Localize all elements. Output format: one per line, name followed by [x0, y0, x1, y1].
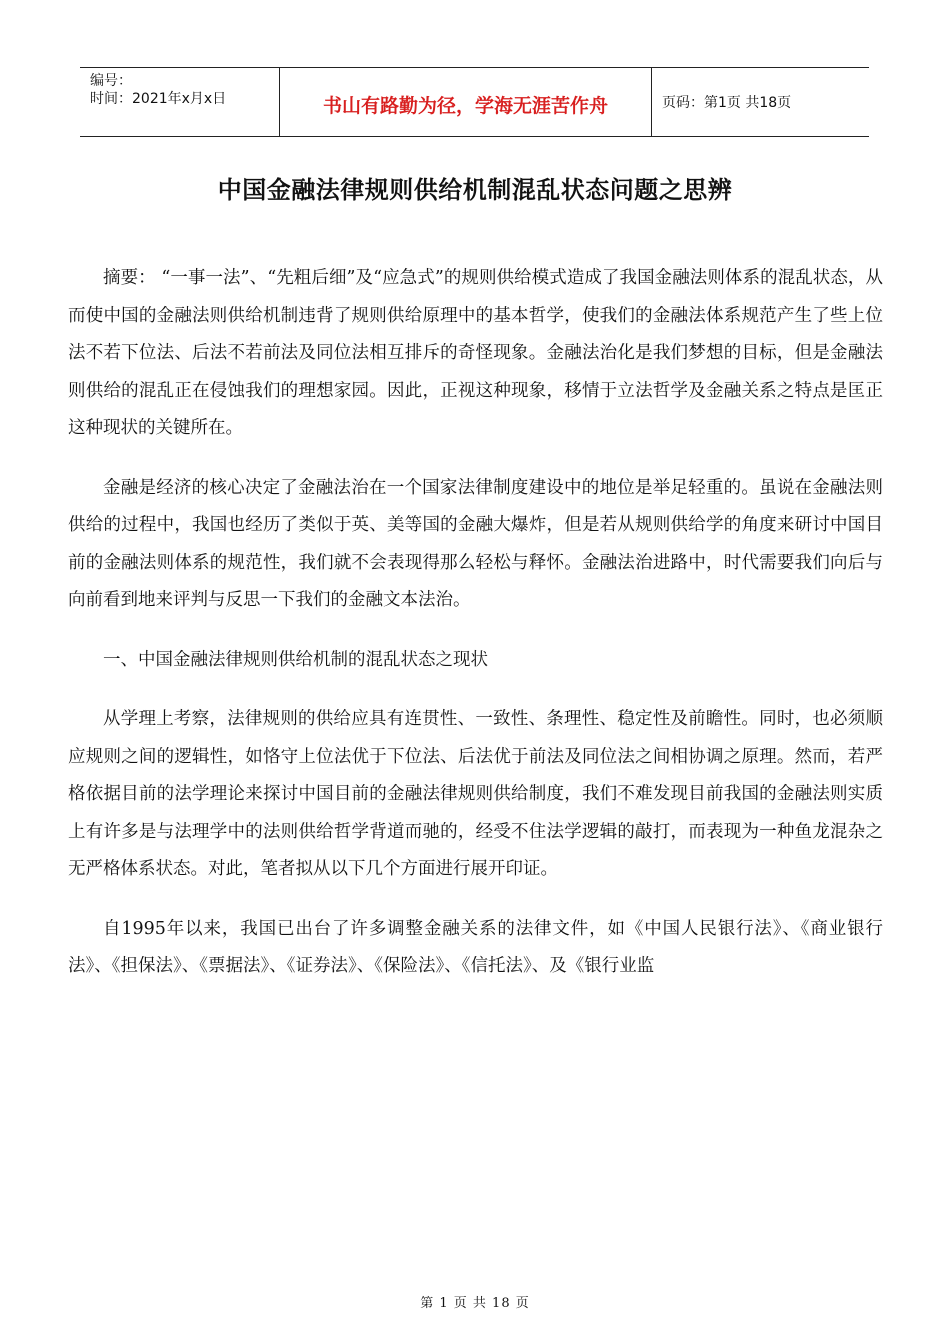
page-header [80, 67, 869, 137]
abstract-paragraph: 摘要： “一事一法”、“先粗后细”及“应急式”的规则供给模式造成了我国金融法则体系的混乱状态，从而使中国的金融法则供给机制违背了规则供给原理中的基本哲学，使我们的金融法体系规范产生了些上位法不若下位法、后法不若前法及同位法相互排斥的奇怪现象。金融法治化是我们梦想的目标，但是金融法则供给的混乱正在侵蚀我们的理想家园。因此，正视这种现象，移情于立法哲学及金融关系之特点是匡正这种现状的关键所在。 [68, 268, 883, 438]
header-page-info: 页码：第1页 共18页 [662, 95, 792, 111]
header-meta [80, 68, 280, 136]
document-title: 中国金融法律规则供给机制混乱状态问题之思辨 [217, 176, 733, 204]
document-body [68, 260, 883, 1008]
document-number-label: 编号： [90, 73, 132, 89]
page-footer: 第 1 页 共 18 页 [420, 1296, 530, 1311]
body-paragraph: 从学理上考察，法律规则的供给应具有连贯性、一致性、条理性、稳定性及前瞻性。同时，也必须顺应规则之间的逻辑性，如恪守上位法优于下位法、后法优于前法及同位法之间相协调之原理。然而，若严格依据目前的法学理论来探讨中国目前的金融法律规则供给制度，我们不难发现目前我国的金融法则实质上有许多是与法理学中的法则供给哲学背道而驰的，经受不住法学逻辑的敲打，而表现为一种鱼龙混杂之无严格体系状态。对此，笔者拟从以下几个方面进行展开印证。 [68, 709, 883, 879]
document-date: 时间：2021年x月x日 [90, 91, 227, 107]
body-paragraph: 金融是经济的核心决定了金融法治在一个国家法律制度建设中的地位是举足轻重的。虽说在金融法则供给的过程中，我国也经历了类似于英、美等国的金融大爆炸，但是若从规则供给学的角度来研讨中国目前的金融法则体系的规范性，我们就不会表现得那么轻松与释怀。金融法治进路中，时代需要我们向后与向前看到地来评判与反思一下我们的金融文本法治。 [68, 477, 883, 610]
body-paragraph: 自1995年以来，我国已出台了许多调整金融关系的法律文件，如《中国人民银行法》、《商业银行法》、《担保法》、《票据法》、《证券法》、《保险法》、《信托法》、及《银行业监 [68, 918, 883, 976]
section-heading: 一、中国金融法律规则供给机制的混乱状态之现状 [103, 649, 488, 670]
header-motto: 书山有路勤为径，学海无涯苦作舟 [280, 68, 652, 136]
